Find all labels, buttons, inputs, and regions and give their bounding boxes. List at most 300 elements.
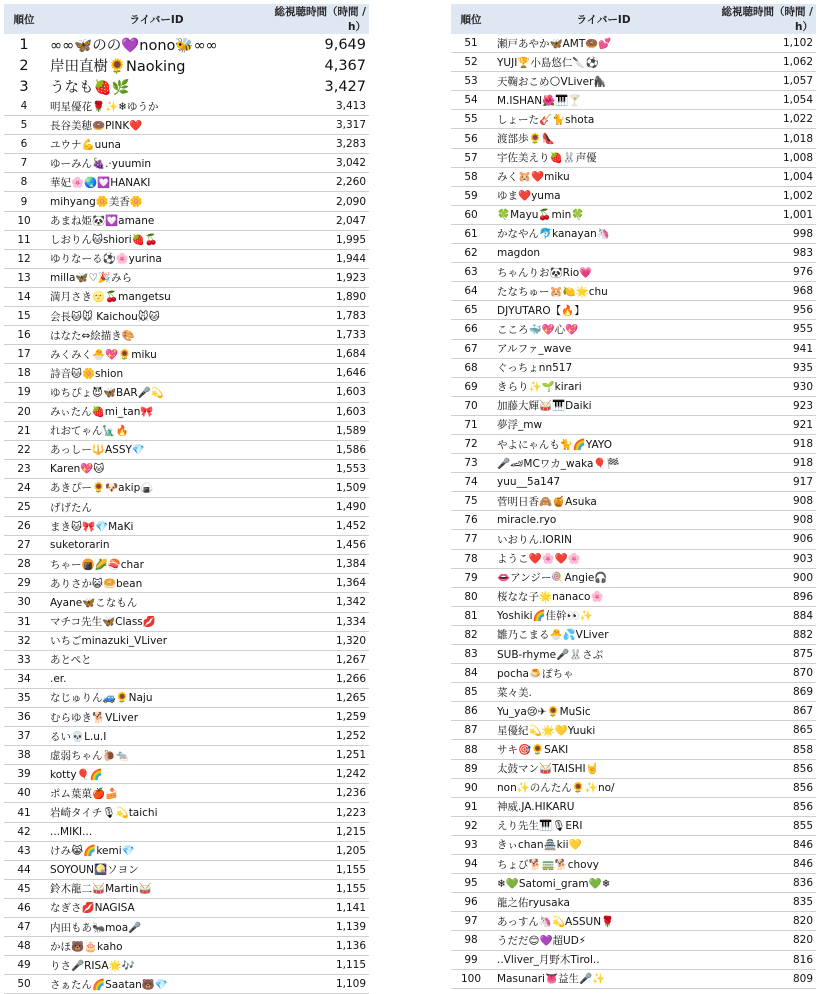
table-row — [451, 683, 816, 702]
value-cell: 906 — [716, 530, 816, 549]
value-cell: 884 — [716, 606, 816, 625]
rank-cell: 20 — [4, 402, 44, 421]
table-row — [4, 784, 369, 803]
value-cell: 882 — [716, 625, 816, 644]
name-cell: ぐっちょnn517 — [491, 358, 716, 377]
table-row — [4, 803, 369, 822]
rank-cell: 92 — [451, 816, 491, 835]
rank-cell: 4 — [4, 97, 44, 116]
value-cell: 1,259 — [269, 708, 369, 727]
table-row — [4, 249, 369, 268]
value-cell: 1,251 — [269, 746, 369, 765]
value-cell: 1,022 — [716, 110, 816, 129]
name-cell: ちょび🐕🚃🐕chovy — [491, 855, 716, 874]
rank-cell: 15 — [4, 307, 44, 326]
name-cell: あっしー🔱ASSY💎 — [44, 440, 269, 459]
value-cell: 1,205 — [269, 841, 369, 860]
table-row — [4, 192, 369, 211]
value-cell: 865 — [716, 721, 816, 740]
name-cell: りさ🎤RISA🌟🎶 — [44, 956, 269, 975]
table-row — [451, 587, 816, 606]
value-cell: 1,018 — [716, 129, 816, 148]
value-cell: 908 — [716, 492, 816, 511]
rank-cell: 81 — [451, 606, 491, 625]
rank-cell: 41 — [4, 803, 44, 822]
table-row — [4, 517, 369, 536]
rank-cell: 1 — [19, 36, 29, 53]
ranking-table-left — [4, 4, 369, 994]
name-cell: 満月さき🌝🍒mangetsu — [44, 287, 269, 306]
name-cell: あまね姫🐼💟amane — [44, 211, 269, 230]
value-cell: 820 — [716, 912, 816, 931]
name-cell: .er. — [44, 669, 269, 688]
rank-cell: 13 — [4, 268, 44, 287]
table-row — [4, 459, 369, 478]
rank-cell: 31 — [4, 612, 44, 631]
value-cell: 1,364 — [269, 574, 369, 593]
table-row — [451, 358, 816, 377]
table-row — [451, 740, 816, 759]
name-cell: 雛乃こまる🐣💦VLiver — [491, 625, 716, 644]
table-row — [4, 497, 369, 516]
table-row — [4, 688, 369, 707]
name-cell: ...MIKI... — [44, 822, 269, 841]
rank-cell: 25 — [4, 497, 44, 516]
value-cell: 896 — [716, 587, 816, 606]
table-row — [4, 440, 369, 459]
table-row — [451, 874, 816, 893]
value-cell: 918 — [716, 454, 816, 473]
table-row — [4, 97, 369, 116]
value-cell: 1,155 — [269, 879, 369, 898]
rank-cell: 22 — [4, 440, 44, 459]
table-row — [451, 835, 816, 854]
value-cell: 1,252 — [269, 727, 369, 746]
table-row — [4, 34, 369, 55]
rank-cell: 64 — [451, 282, 491, 301]
name-cell: なぎさ💋NAGISA — [44, 898, 269, 917]
rank-cell: 29 — [4, 574, 44, 593]
table-row — [4, 879, 369, 898]
name-cell: 会長🐱🐭 Kaichou🐭🐱 — [44, 307, 269, 326]
rank-cell: 97 — [451, 912, 491, 931]
name-cell: Ayane🦋こなもん — [44, 593, 269, 612]
value-cell: 1,586 — [269, 440, 369, 459]
name-cell: ゆちぴょ😈🦋BAR🎤💫 — [44, 383, 269, 402]
value-cell: 2,260 — [269, 173, 369, 192]
rank-cell: 89 — [451, 759, 491, 778]
value-cell: 846 — [716, 855, 816, 874]
value-cell: 1,342 — [269, 593, 369, 612]
rank-cell: 69 — [451, 377, 491, 396]
name-cell: ちゃー🍘🌽🍣char — [44, 555, 269, 574]
table-row — [4, 860, 369, 879]
name-cell: ❄💚Satomi_gram💚❄ — [491, 874, 716, 893]
value-cell: 1,008 — [716, 148, 816, 167]
table-row — [451, 931, 816, 950]
name-cell: るい💀L.u.I — [44, 727, 269, 746]
rank-cell: 85 — [451, 683, 491, 702]
rank-cell: 82 — [451, 625, 491, 644]
rank-cell: 18 — [4, 364, 44, 383]
value-cell: 1,589 — [269, 421, 369, 440]
rank-cell: 42 — [4, 822, 44, 841]
name-cell: やよにゃんも🐈🌈YAYO — [491, 434, 716, 453]
rank-cell: 59 — [451, 186, 491, 205]
table-row — [451, 301, 816, 320]
rank-cell: 5 — [4, 116, 44, 135]
table-row — [4, 536, 369, 555]
value-cell: 1,155 — [269, 860, 369, 879]
value-cell: 1,115 — [269, 956, 369, 975]
name-cell: れおてゃん🗽🔥 — [44, 421, 269, 440]
table-row — [451, 110, 816, 129]
table-row — [4, 650, 369, 669]
name-cell: むらゆき🐕VLiver — [44, 708, 269, 727]
rank-cell: 26 — [4, 517, 44, 536]
value-cell: 1,733 — [269, 326, 369, 345]
name-cell: 長谷美穂🍩PINK❤️ — [44, 116, 269, 135]
rank-cell: 79 — [451, 568, 491, 587]
value-cell: 908 — [716, 511, 816, 530]
rank-cell: 27 — [4, 536, 44, 555]
rank-cell: 33 — [4, 650, 44, 669]
value-cell: 998 — [716, 224, 816, 243]
table-row — [451, 530, 816, 549]
table-row — [451, 263, 816, 282]
name-cell: 明星優花🌹✨❄ゆうか — [44, 97, 269, 116]
value-cell: 3,317 — [269, 116, 369, 135]
table-row — [451, 224, 816, 243]
rank-cell: 36 — [4, 708, 44, 727]
name-cell: 天鞠おこめ🌕VLiver🦍 — [491, 72, 716, 91]
value-cell: 816 — [716, 950, 816, 969]
value-cell: 1,109 — [269, 975, 369, 994]
table-row — [451, 454, 816, 473]
rank-cell: 74 — [451, 473, 491, 492]
rank-cell: 49 — [4, 956, 44, 975]
rank-cell: 88 — [451, 740, 491, 759]
table-row — [451, 396, 816, 415]
value-cell: 1,603 — [269, 383, 369, 402]
rank-cell: 76 — [451, 511, 491, 530]
name-cell: Yu_ya😢✈🌻MuSic — [491, 702, 716, 721]
name-cell: 瀬戸あやか🦋AMT🍩💕 — [491, 34, 716, 53]
header-rank: 順位 — [451, 4, 491, 34]
rank-cell: 7 — [4, 154, 44, 173]
header-name: ライバーID — [44, 4, 269, 34]
table-row — [4, 765, 369, 784]
name-cell: マチコ先生🦋Class💋 — [44, 612, 269, 631]
rank-cell: 66 — [451, 320, 491, 339]
value-cell: 1,002 — [716, 186, 816, 205]
rank-cell: 40 — [4, 784, 44, 803]
rank-cell: 17 — [4, 345, 44, 364]
table-row — [4, 669, 369, 688]
rank-cell: 73 — [451, 454, 491, 473]
table-row — [451, 702, 816, 721]
rank-cell: 60 — [451, 205, 491, 224]
table-row — [451, 778, 816, 797]
name-cell: いちごminazuki_VLiver — [44, 631, 269, 650]
table-row — [451, 34, 816, 53]
rank-cell: 19 — [4, 383, 44, 402]
name-cell: SUB-rhyme🎤🐰さぶ — [491, 645, 716, 664]
name-cell: あっすん🦄💫ASSUN🌹 — [491, 912, 716, 931]
name-cell: うなも🍓🌿 — [50, 80, 130, 96]
name-cell: きらり✨🌱kirari — [491, 377, 716, 396]
name-cell: はなた⇔絵描き🎨 — [44, 326, 269, 345]
rank-cell: 87 — [451, 721, 491, 740]
rank-cell: 100 — [451, 969, 491, 988]
table-row — [4, 345, 369, 364]
rank-cell: 68 — [451, 358, 491, 377]
rank-cell: 45 — [4, 879, 44, 898]
value-cell: 941 — [716, 339, 816, 358]
table-row — [451, 129, 816, 148]
value-cell: 875 — [716, 645, 816, 664]
rank-cell: 44 — [4, 860, 44, 879]
table-row — [451, 511, 816, 530]
name-cell: あきぴー🌻🐶akip🍙 — [44, 478, 269, 497]
name-cell: ゆーみん🍇.·yuumin — [44, 154, 269, 173]
name-cell: アルファ_wave — [491, 339, 716, 358]
value-cell: 869 — [716, 683, 816, 702]
rank-cell: 39 — [4, 765, 44, 784]
name-cell: ゆま❤️yuma — [491, 186, 716, 205]
table-row — [451, 282, 816, 301]
value-cell: 858 — [716, 740, 816, 759]
value-cell: 3,413 — [269, 97, 369, 116]
value-cell: 1,944 — [269, 249, 369, 268]
table-row — [4, 383, 369, 402]
value-cell: 918 — [716, 434, 816, 453]
value-cell: 1,242 — [269, 765, 369, 784]
table-row — [4, 612, 369, 631]
rank-cell: 55 — [451, 110, 491, 129]
table-row — [4, 421, 369, 440]
value-cell: 1,890 — [269, 287, 369, 306]
table-row — [4, 727, 369, 746]
table-row — [4, 268, 369, 287]
value-cell: 1,062 — [716, 53, 816, 72]
table-row — [451, 912, 816, 931]
table-row — [451, 415, 816, 434]
name-cell: 華妃🌸🌏💟HANAKI — [44, 173, 269, 192]
name-cell: suketorarin — [44, 536, 269, 555]
table-row — [4, 746, 369, 765]
rank-cell: 93 — [451, 835, 491, 854]
table-row — [4, 841, 369, 860]
table-row — [4, 173, 369, 192]
rank-cell: 32 — [4, 631, 44, 650]
name-cell: 🍀Mayu🍒min🍀 — [491, 205, 716, 224]
name-cell: 岩崎タイチ🎙💫taichi — [44, 803, 269, 822]
rank-cell: 67 — [451, 339, 491, 358]
name-cell: kotty🎈🌈 — [44, 765, 269, 784]
name-cell: 👄アンジー🍭Angie🎧 — [491, 568, 716, 587]
rank-cell: 12 — [4, 249, 44, 268]
name-cell: うだだ😊💜超UD⚡ — [491, 931, 716, 950]
rank-cell: 94 — [451, 855, 491, 874]
rank-cell: 10 — [4, 211, 44, 230]
rank-cell: 75 — [451, 492, 491, 511]
rank-cell: 54 — [451, 91, 491, 110]
name-cell: けみ😹🌈kemi💎 — [44, 841, 269, 860]
name-cell: えり先生🎹🎙ERI — [491, 816, 716, 835]
rank-cell: 6 — [4, 135, 44, 154]
table-row — [451, 186, 816, 205]
name-cell: みぃたん🍓mi_tan🎀 — [44, 402, 269, 421]
value-cell: 856 — [716, 778, 816, 797]
name-cell: サキ🎯🌻SAKI — [491, 740, 716, 759]
table-row — [451, 797, 816, 816]
value-cell: 870 — [716, 664, 816, 683]
table-row — [4, 116, 369, 135]
rank-cell: 46 — [4, 898, 44, 917]
value-cell: 976 — [716, 263, 816, 282]
name-cell: しょーた🎸🐈shota — [491, 110, 716, 129]
table-row — [451, 320, 816, 339]
rank-cell: 21 — [4, 421, 44, 440]
value-cell: 1,215 — [269, 822, 369, 841]
value-cell: 1,553 — [269, 459, 369, 478]
value-cell: 956 — [716, 301, 816, 320]
name-cell: みく🐹❤️miku — [491, 167, 716, 186]
name-cell: DJYUTARO【🔥】 — [491, 301, 716, 320]
name-cell: みくみく🐣💖🌻miku — [44, 345, 269, 364]
value-cell: 930 — [716, 377, 816, 396]
header-row — [451, 4, 816, 34]
value-cell: 1,139 — [269, 918, 369, 937]
rank-cell: 8 — [4, 173, 44, 192]
value-cell: 903 — [716, 549, 816, 568]
value-cell: 1,923 — [269, 268, 369, 287]
value-cell: 1,004 — [716, 167, 816, 186]
table-row — [451, 568, 816, 587]
name-cell: しおりん🐱shiori🍓🍒 — [44, 230, 269, 249]
name-cell: ありさか😺🥯bean — [44, 574, 269, 593]
table-row — [4, 154, 369, 173]
value-cell: 1,265 — [269, 688, 369, 707]
table-row — [451, 816, 816, 835]
value-cell: 1,783 — [269, 307, 369, 326]
name-cell: 桜なな子🌟nanaco🌸 — [491, 587, 716, 606]
table-row — [451, 53, 816, 72]
value-cell: 1,384 — [269, 555, 369, 574]
table-row — [4, 918, 369, 937]
rank-cell: 28 — [4, 555, 44, 574]
table-row — [4, 631, 369, 650]
value-cell: 856 — [716, 797, 816, 816]
value-cell: 856 — [716, 759, 816, 778]
table-row — [451, 377, 816, 396]
table-row — [4, 211, 369, 230]
rank-cell: 91 — [451, 797, 491, 816]
rank-cell: 70 — [451, 396, 491, 415]
name-cell: non✨のんたん🌻✨no/ — [491, 778, 716, 797]
table-row — [4, 402, 369, 421]
name-cell: 詩音🐱🌼shion — [44, 364, 269, 383]
table-row — [451, 244, 816, 263]
table-row — [451, 664, 816, 683]
rank-cell: 35 — [4, 688, 44, 707]
name-cell: pocha🍮ぽちゃ — [491, 664, 716, 683]
name-cell: SOYOUN🎑ソヨン — [44, 860, 269, 879]
name-cell: 菅明日香🙈🍯Asuka — [491, 492, 716, 511]
value-cell: 1,646 — [269, 364, 369, 383]
value-cell: 3,283 — [269, 135, 369, 154]
table-row — [451, 606, 816, 625]
rank-cell: 9 — [4, 192, 44, 211]
rank-cell: 95 — [451, 874, 491, 893]
value-cell: 968 — [716, 282, 816, 301]
value-cell: 820 — [716, 931, 816, 950]
table-row — [451, 167, 816, 186]
table-row — [451, 645, 816, 664]
table-row — [451, 492, 816, 511]
rank-cell: 61 — [451, 224, 491, 243]
header-rank: 順位 — [4, 4, 44, 34]
value-cell: 1,054 — [716, 91, 816, 110]
name-cell: ちゃんりお🐼Rio💗 — [491, 263, 716, 282]
rank-cell: 63 — [451, 263, 491, 282]
name-cell: きぃchan🏯kii💛 — [491, 835, 716, 854]
name-cell: Masunari👅益生🎤✨ — [491, 969, 716, 988]
rank-cell: 3 — [19, 78, 29, 95]
name-cell: 太鼓マン🥁TAISHI🤘 — [491, 759, 716, 778]
rank-cell: 99 — [451, 950, 491, 969]
table-row — [451, 148, 816, 167]
value-cell: 835 — [716, 893, 816, 912]
rank-cell: 48 — [4, 937, 44, 956]
name-cell: 神威.JA.HIKARU — [491, 797, 716, 816]
value-cell: 1,684 — [269, 345, 369, 364]
header-name: ライバーID — [491, 4, 716, 34]
name-cell: ユウナ💪uuna — [44, 135, 269, 154]
rank-cell: 84 — [451, 664, 491, 683]
name-cell: magdon — [491, 244, 716, 263]
rank-cell: 23 — [4, 459, 44, 478]
rank-cell: 86 — [451, 702, 491, 721]
name-cell: miracle.ryo — [491, 511, 716, 530]
name-cell: いおりん.IORIN — [491, 530, 716, 549]
name-cell: あとぺと — [44, 650, 269, 669]
value-cell: 1,223 — [269, 803, 369, 822]
table-row — [451, 549, 816, 568]
table-row — [451, 339, 816, 358]
value-cell: 846 — [716, 835, 816, 854]
rank-cell: 51 — [451, 34, 491, 53]
value-cell: 1,509 — [269, 478, 369, 497]
value-cell: 2,047 — [269, 211, 369, 230]
name-cell: こころ🐳💖心💖 — [491, 320, 716, 339]
rank-cell: 30 — [4, 593, 44, 612]
name-cell: mihyang🌼美香🌼 — [44, 192, 269, 211]
table-row — [451, 205, 816, 224]
rank-cell: 98 — [451, 931, 491, 950]
name-cell: 夢浮_mw — [491, 415, 716, 434]
header-value: 総視聴時間（時間 / h） — [716, 4, 816, 34]
value-cell: 1,995 — [269, 230, 369, 249]
value-cell: 1,141 — [269, 898, 369, 917]
rank-cell: 24 — [4, 478, 44, 497]
rank-cell: 43 — [4, 841, 44, 860]
rank-cell: 65 — [451, 301, 491, 320]
rank-cell: 37 — [4, 727, 44, 746]
table-row — [4, 478, 369, 497]
table-row — [4, 364, 369, 383]
